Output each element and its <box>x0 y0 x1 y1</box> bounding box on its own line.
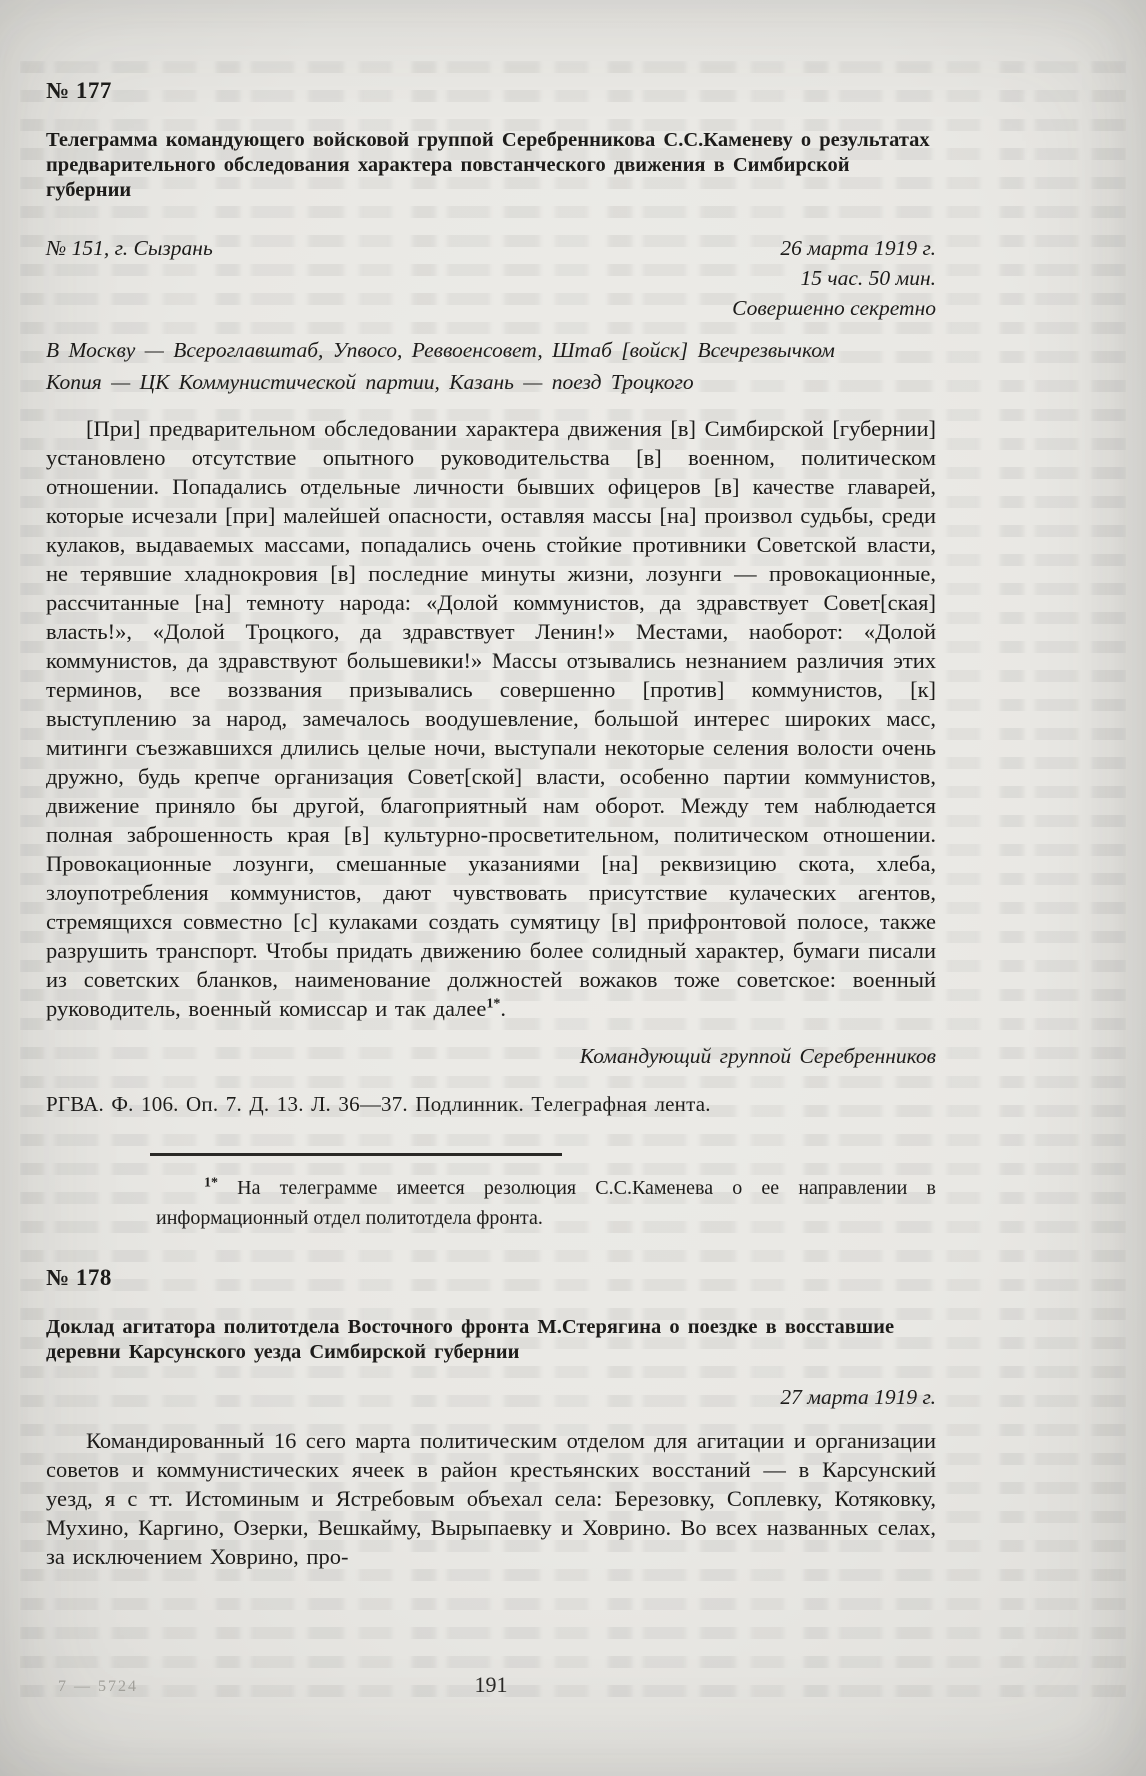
page-number: 191 <box>474 1672 508 1697</box>
doc-178-number: № 178 <box>46 1265 112 1290</box>
document-178 <box>46 1265 936 1571</box>
doc-177-meta <box>46 233 936 323</box>
doc-177-number: № 177 <box>46 78 112 103</box>
doc-177-archive-reference: РГВА. Ф. 106. Оп. 7. Д. 13. Л. 36—37. Подлинник. Телеграфная лента. <box>46 1092 711 1116</box>
doc-177-body-period: . <box>500 996 506 1021</box>
doc-178-body: Командированный 16 сего марта политическим отделом для агитации и организации советов и коммунистических ячеек в район крестьянских восстаний — в Карсунский уезд, я с тт. Истоминым и Ястребовым объехал села: Березовку, Соплевку, Котяковку, Мухино, Каргино, Озерки, Вешкайму, Вырыпаевку и Ховрино. Во всех названных селах, за исключением Ховрино, про- <box>46 1428 936 1569</box>
doc-177-body <box>46 414 936 1023</box>
document-177 <box>46 78 936 1233</box>
doc-177-footnote-text: На телеграмме имеется резолюция С.С.Каменева о ее направлении в информационный отдел политотдела фронта. <box>156 1177 936 1229</box>
doc-177-address-line-1: В Москву — Всероглавштаб, Упвосо, Реввоенсовет, Штаб [войск] Всечрезвычком <box>46 338 835 362</box>
doc-177-body-text: [При] предварительном обследовании характера движения [в] Симбирской [губернии] установлено отсутствие опытного руководительства [в] военном, политическом отношении. Попадались отдельные личности бывших офицеров [в] качестве главарей, которые исчезали [при] малейшей опасности, оставляя массы [на] произвол судьбы, среди кулаков, выдаваемых массами, попадались очень стойкие противники Советской власти, не терявшие хладнокровия [в] последние минуты жизни, лозунги — провокационные, рассчитанные [на] темноту народа: «Долой коммунистов, да здравствует Совет[ская] власть!», «Долой Троцкого, да здравствует Ленин!» Местами, наоборот: «Долой коммунистов, да здравствуют большевики!» Массы отзывались незнанием различия этих терминов, все воззвания призывались совершенно [против] коммунистов, [к] выступлению за народ, замечалось воодушевление, большой интерес широких масс, митинги съезжавшихся длились целые ночи, выступали некоторые селения волости очень дружно, будь крепче организация Совет[ской] власти, особенно партии коммунистов, движение приняло бы другой, благоприятный нам оборот. Между тем наблюдается полная заброшенность края [в] культурно-просветительном, политическом отношении. Провокационные лозунги, смешанные указаниями [на] реквизицию скота, хлеба, злоупотребления коммунистов, дают чувствовать присутствие кулаческих агентов, стремящихся совместно [с] кулаками создать сумятицу [в] прифронтовой полосе, также разрушить транспорт. Чтобы придать движению более солидный характер, бумаги писали из советских бланков, наименование должностей вожаков тоже советское: военный руководитель, военный комиссар и так далее <box>46 416 936 1021</box>
doc-177-footnote-marker: 1* <box>204 1175 218 1191</box>
footnote-separator-rule <box>150 1153 562 1156</box>
doc-177-date-block <box>732 233 936 323</box>
doc-177-date: 26 марта 1919 г. <box>780 236 936 260</box>
doc-178-date: 27 марта 1919 г. <box>780 1385 936 1409</box>
doc-177-address-line-2: Копия — ЦК Коммунистической партии, Казань — поезд Троцкого <box>46 370 694 394</box>
doc-177-time: 15 час. 50 мин. <box>800 266 936 290</box>
doc-177-ref-place: № 151, г. Сызрань <box>46 236 213 260</box>
page-content <box>46 78 936 1571</box>
doc-177-secrecy: Совершенно секретно <box>732 296 936 320</box>
doc-178-title: Доклад агитатора политотдела Восточного фронта М.Стерягина о поездке в восставшие деревни Карсунского уезда Симбирской губернии <box>46 1316 895 1363</box>
doc-177-signature: Командующий группой Серебренников <box>579 1044 936 1068</box>
doc-177-footnote <box>156 1173 936 1233</box>
doc-177-title: Телеграмма командующего войсковой группой Серебренникова С.С.Каменеву о результатах предварительного обследования характера повстанческого движения в Симбирской губернии <box>46 129 930 201</box>
doc-177-footnote-reference: 1* <box>486 996 501 1012</box>
print-run-code: 7 — 5724 <box>58 1678 138 1695</box>
